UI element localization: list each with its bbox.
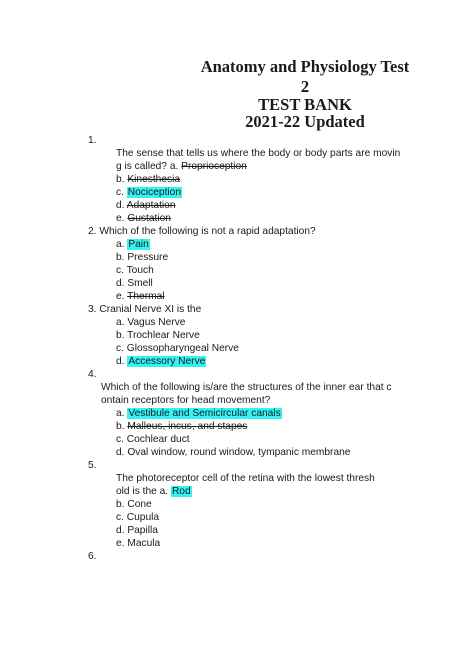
question-3	[88, 303, 201, 316]
question-3-option-a	[116, 316, 185, 329]
option-letter: a.	[159, 486, 169, 497]
question-5-option-d	[116, 524, 158, 537]
question-3-option-d	[116, 355, 206, 368]
question-3-stem: Cranial Nerve XI is the	[99, 304, 202, 315]
option-letter: c.	[116, 434, 124, 445]
option-text: Gustation	[127, 213, 171, 224]
question-2-option-a	[116, 238, 150, 251]
question-2	[88, 225, 316, 238]
question-2-number: 2.	[88, 226, 97, 237]
question-4-option-c	[116, 433, 190, 446]
question-1-option-c	[116, 186, 182, 199]
question-5-option-c	[116, 511, 159, 524]
option-text: Pressure	[127, 252, 169, 263]
document-title-line-4: 2021-22 Updated	[245, 112, 365, 131]
question-1-option-b	[116, 173, 180, 186]
document-title-line-1: Anatomy and Physiology Test	[200, 57, 410, 76]
question-1-stem: The sense that tells us where the body or body parts are movin	[116, 148, 401, 159]
option-letter: b.	[116, 330, 125, 341]
option-text: Cupula	[126, 512, 160, 523]
option-text: Malleus, incus, and stapes	[127, 421, 248, 432]
option-letter: c.	[116, 265, 124, 276]
option-letter: a.	[169, 161, 179, 172]
question-2-option-c	[116, 264, 154, 277]
question-6-number: 6.	[88, 551, 97, 562]
question-2-option-b	[116, 251, 168, 264]
option-letter: b.	[116, 499, 125, 510]
option-text: Glossopharyngeal Nerve	[126, 343, 239, 354]
option-letter: a.	[116, 408, 125, 419]
option-letter: d.	[116, 200, 125, 211]
question-1-stem-cont	[116, 160, 247, 173]
option-text: Oval window, round window, tympanic membrane	[127, 447, 351, 458]
option-letter: a.	[116, 317, 125, 328]
option-text-highlighted: Pain	[128, 239, 149, 250]
option-letter: d.	[116, 447, 125, 458]
question-1-number: 1.	[88, 135, 97, 146]
question-3-option-b	[116, 329, 200, 342]
option-letter: e.	[116, 213, 125, 224]
option-text: Cone	[127, 499, 152, 510]
option-text: Papilla	[127, 525, 158, 536]
option-letter: a.	[116, 239, 125, 250]
question-4-stem-line-2: ontain receptors for head movement?	[101, 395, 271, 406]
document-title-line-2: 2	[300, 77, 310, 96]
option-text: Adaptation	[126, 200, 176, 211]
question-5-stem-cont	[116, 485, 192, 498]
option-letter: c.	[116, 187, 124, 198]
option-text: Touch	[126, 265, 154, 276]
question-1-option-d	[116, 199, 176, 212]
option-letter: b.	[116, 174, 125, 185]
option-text-highlighted: Nociception	[127, 187, 182, 198]
option-text: Smell	[127, 278, 153, 289]
question-4-option-d	[116, 446, 350, 459]
option-letter: c.	[116, 343, 124, 354]
option-text: Trochlear Nerve	[127, 330, 200, 341]
question-5-stem: The photoreceptor cell of the retina with the lowest thresh	[116, 473, 375, 484]
option-text-highlighted: Vestibule and Semicircular canals	[128, 408, 281, 419]
question-4-number: 4.	[88, 369, 97, 380]
question-4-option-a	[116, 407, 282, 420]
option-text: Thermal	[127, 291, 165, 302]
option-letter: e.	[116, 291, 125, 302]
option-letter: b.	[116, 421, 125, 432]
option-text: Kinesthesia	[127, 174, 181, 185]
option-letter: d.	[116, 356, 125, 367]
option-text: Proprioception	[181, 161, 247, 172]
question-1-stem-line-2: g is called?	[116, 161, 170, 172]
question-2-option-e	[116, 290, 165, 303]
option-letter: b.	[116, 252, 125, 263]
question-2-stem: Which of the following is not a rapid adaptation?	[99, 226, 316, 237]
question-2-option-d	[116, 277, 153, 290]
question-1-option-e	[116, 212, 171, 225]
option-letter: e.	[116, 538, 125, 549]
question-3-option-c	[116, 342, 239, 355]
option-text-highlighted: Rod	[171, 486, 191, 497]
question-3-number: 3.	[88, 304, 97, 315]
option-letter: d.	[116, 278, 125, 289]
question-5-option-b	[116, 498, 152, 511]
question-5-number: 5.	[88, 460, 97, 471]
option-text: Macula	[127, 538, 161, 549]
option-text-highlighted: Accessory Nerve	[128, 356, 206, 367]
option-text: Vagus Nerve	[127, 317, 186, 328]
question-4-stem: Which of the following is/are the structures of the inner ear that c	[101, 382, 392, 393]
option-letter: c.	[116, 512, 124, 523]
option-text: Cochlear duct	[126, 434, 190, 445]
document-title-line-3: TEST BANK	[258, 95, 352, 114]
question-5-option-e	[116, 537, 160, 550]
option-letter: d.	[116, 525, 125, 536]
question-4-option-b	[116, 420, 247, 433]
question-5-stem-line-2: old is the	[116, 486, 160, 497]
